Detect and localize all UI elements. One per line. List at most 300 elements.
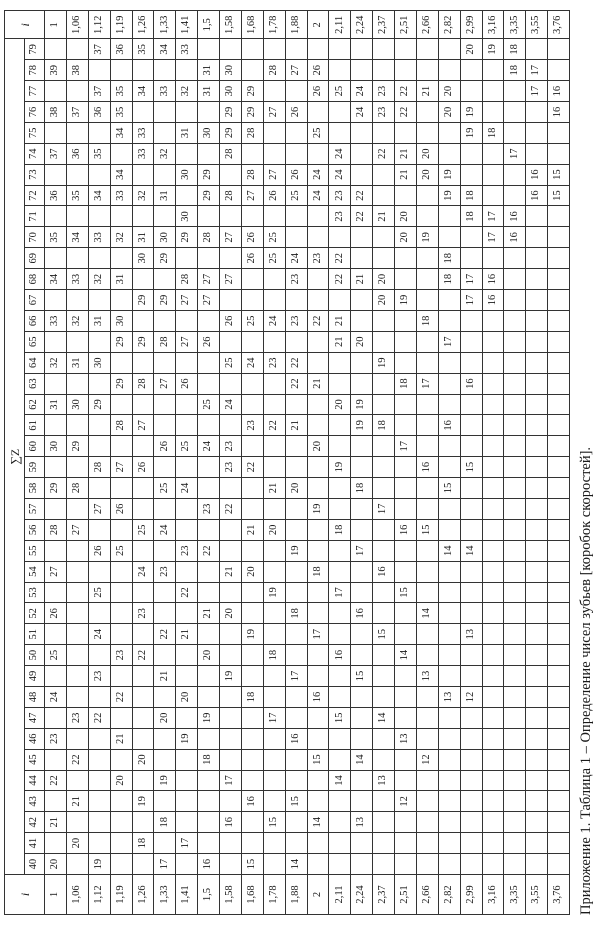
teeth-cell xyxy=(329,603,351,624)
sum-z-value-45: 45 xyxy=(25,749,45,770)
teeth-cell: 37 xyxy=(66,102,88,123)
teeth-cell xyxy=(176,352,198,373)
sum-z-value-52: 52 xyxy=(25,603,45,624)
teeth-cell: 26 xyxy=(88,540,110,561)
teeth-cell xyxy=(88,331,110,352)
teeth-cell: 17 xyxy=(220,770,242,791)
teeth-cell xyxy=(438,645,460,666)
teeth-cell: 24 xyxy=(329,143,351,164)
teeth-cell xyxy=(548,394,570,415)
teeth-cell: 20 xyxy=(351,331,373,352)
sum-z-value-41: 41 xyxy=(25,833,45,854)
teeth-cell xyxy=(395,352,417,373)
teeth-cell: 24 xyxy=(45,686,67,707)
teeth-cell: 19 xyxy=(351,394,373,415)
teeth-cell xyxy=(132,582,154,603)
teeth-cell xyxy=(395,498,417,519)
table-row xyxy=(373,11,395,915)
teeth-cell: 20 xyxy=(307,436,329,457)
teeth-cell: 19 xyxy=(132,791,154,812)
teeth-cell: 24 xyxy=(198,436,220,457)
teeth-cell: 16 xyxy=(482,290,504,311)
ratio-cell-right: 2,99 xyxy=(460,11,482,39)
teeth-cell xyxy=(110,666,132,687)
teeth-cell xyxy=(482,812,504,833)
teeth-cell xyxy=(66,603,88,624)
teeth-cell: 29 xyxy=(132,290,154,311)
teeth-cell xyxy=(460,227,482,248)
ratio-cell: 1,58 xyxy=(220,875,242,915)
teeth-cell: 19 xyxy=(176,728,198,749)
teeth-cell xyxy=(66,331,88,352)
teeth-cell: 31 xyxy=(176,122,198,143)
teeth-cell xyxy=(482,185,504,206)
teeth-cell xyxy=(482,666,504,687)
teeth-cell xyxy=(526,624,548,645)
teeth-cell: 31 xyxy=(45,394,67,415)
teeth-cell xyxy=(416,102,438,123)
teeth-cell: 29 xyxy=(66,436,88,457)
i-column-header-right: i xyxy=(5,11,45,39)
teeth-cell xyxy=(504,269,526,290)
ratio-cell-right: 2 xyxy=(307,11,329,39)
teeth-cell xyxy=(482,645,504,666)
teeth-cell: 24 xyxy=(351,102,373,123)
teeth-cell xyxy=(416,833,438,854)
teeth-cell xyxy=(154,686,176,707)
teeth-cell: 16 xyxy=(460,373,482,394)
teeth-cell xyxy=(460,498,482,519)
teeth-cell: 29 xyxy=(110,373,132,394)
teeth-cell: 14 xyxy=(329,770,351,791)
teeth-cell xyxy=(373,791,395,812)
teeth-cell xyxy=(132,624,154,645)
teeth-cell: 20 xyxy=(263,519,285,540)
teeth-cell: 30 xyxy=(154,227,176,248)
table-row xyxy=(351,11,373,915)
teeth-cell xyxy=(460,582,482,603)
teeth-cell xyxy=(438,812,460,833)
teeth-cell: 20 xyxy=(132,749,154,770)
teeth-cell xyxy=(504,540,526,561)
teeth-cell xyxy=(198,791,220,812)
teeth-cell xyxy=(307,854,329,875)
ratio-cell-right: 1,26 xyxy=(132,11,154,39)
teeth-cell: 26 xyxy=(241,227,263,248)
teeth-cell: 21 xyxy=(110,728,132,749)
teeth-cell xyxy=(395,749,417,770)
teeth-cell xyxy=(504,854,526,875)
teeth-cell xyxy=(482,373,504,394)
teeth-cell: 18 xyxy=(351,478,373,499)
sum-z-header: ∑Z xyxy=(5,39,25,875)
teeth-cell: 30 xyxy=(45,436,67,457)
teeth-cell xyxy=(438,666,460,687)
sum-z-value-69: 69 xyxy=(25,248,45,269)
teeth-cell: 27 xyxy=(132,415,154,436)
teeth-cell: 33 xyxy=(132,143,154,164)
teeth-cell: 29 xyxy=(241,102,263,123)
teeth-cell xyxy=(307,206,329,227)
sum-z-value-65: 65 xyxy=(25,331,45,352)
teeth-cell xyxy=(220,39,242,60)
teeth-cell xyxy=(176,603,198,624)
teeth-cell xyxy=(526,666,548,687)
teeth-cell xyxy=(285,582,307,603)
teeth-cell xyxy=(438,143,460,164)
teeth-cell: 19 xyxy=(416,227,438,248)
teeth-cell: 25 xyxy=(220,352,242,373)
teeth-cell: 17 xyxy=(154,854,176,875)
teeth-cell: 19 xyxy=(438,164,460,185)
teeth-cell xyxy=(504,749,526,770)
teeth-cell xyxy=(460,248,482,269)
teeth-cell xyxy=(220,749,242,770)
teeth-cell xyxy=(45,290,67,311)
teeth-cell xyxy=(438,498,460,519)
teeth-cell xyxy=(329,791,351,812)
teeth-cell xyxy=(241,373,263,394)
teeth-cell: 19 xyxy=(373,352,395,373)
teeth-cell xyxy=(66,122,88,143)
teeth-cell xyxy=(548,122,570,143)
teeth-cell xyxy=(329,478,351,499)
teeth-cell: 28 xyxy=(176,269,198,290)
teeth-cell: 33 xyxy=(154,81,176,102)
teeth-cell xyxy=(351,122,373,143)
teeth-cell xyxy=(307,457,329,478)
teeth-cell xyxy=(460,666,482,687)
teeth-cell xyxy=(395,415,417,436)
teeth-cell xyxy=(526,352,548,373)
ratio-cell-right: 3,55 xyxy=(526,11,548,39)
teeth-cell xyxy=(132,206,154,227)
teeth-cell: 21 xyxy=(45,812,67,833)
teeth-cell xyxy=(526,143,548,164)
table-row xyxy=(154,11,176,915)
teeth-cell xyxy=(154,394,176,415)
teeth-cell xyxy=(263,666,285,687)
teeth-cell xyxy=(460,394,482,415)
teeth-cell: 26 xyxy=(285,102,307,123)
ratio-cell: 2,99 xyxy=(460,875,482,915)
teeth-cell xyxy=(482,519,504,540)
ratio-cell: 1,78 xyxy=(263,875,285,915)
teeth-cell xyxy=(351,498,373,519)
teeth-cell xyxy=(351,686,373,707)
teeth-cell: 17 xyxy=(482,206,504,227)
teeth-cell: 21 xyxy=(416,81,438,102)
teeth-cell: 32 xyxy=(45,352,67,373)
teeth-cell xyxy=(154,269,176,290)
teeth-cell xyxy=(504,81,526,102)
teeth-cell: 24 xyxy=(285,248,307,269)
teeth-cell: 31 xyxy=(88,310,110,331)
teeth-cell xyxy=(438,39,460,60)
teeth-cell xyxy=(263,498,285,519)
teeth-cell xyxy=(66,81,88,102)
teeth-cell xyxy=(307,39,329,60)
teeth-cell: 26 xyxy=(110,498,132,519)
teeth-cell xyxy=(482,707,504,728)
teeth-cell xyxy=(504,290,526,311)
teeth-cell xyxy=(263,143,285,164)
teeth-cell: 30 xyxy=(66,394,88,415)
teeth-cell xyxy=(307,519,329,540)
teeth-cell xyxy=(88,833,110,854)
teeth-cell xyxy=(66,498,88,519)
teeth-cell xyxy=(88,728,110,749)
sum-z-value-57: 57 xyxy=(25,498,45,519)
teeth-cell xyxy=(220,791,242,812)
teeth-cell xyxy=(88,749,110,770)
teeth-cell xyxy=(263,770,285,791)
teeth-cell xyxy=(329,352,351,373)
teeth-cell xyxy=(373,227,395,248)
teeth-cell xyxy=(460,854,482,875)
teeth-cell: 19 xyxy=(88,854,110,875)
teeth-cell: 19 xyxy=(241,624,263,645)
teeth-cell: 30 xyxy=(132,248,154,269)
teeth-cell xyxy=(416,415,438,436)
teeth-cell xyxy=(220,540,242,561)
teeth-cell xyxy=(482,770,504,791)
table-row xyxy=(526,11,548,915)
teeth-cell: 27 xyxy=(66,519,88,540)
teeth-cell xyxy=(263,122,285,143)
teeth-cell: 16 xyxy=(504,227,526,248)
teeth-cell: 23 xyxy=(285,269,307,290)
teeth-cell xyxy=(285,394,307,415)
teeth-cell: 21 xyxy=(329,331,351,352)
ratio-cell: 1,26 xyxy=(132,875,154,915)
teeth-cell: 32 xyxy=(132,185,154,206)
table-row xyxy=(548,11,570,915)
teeth-cell: 28 xyxy=(241,164,263,185)
teeth-cell xyxy=(154,833,176,854)
ratio-cell-right: 1,78 xyxy=(263,11,285,39)
teeth-cell xyxy=(176,394,198,415)
teeth-cell xyxy=(154,164,176,185)
teeth-cell: 24 xyxy=(88,624,110,645)
teeth-cell xyxy=(460,143,482,164)
teeth-cell xyxy=(307,833,329,854)
teeth-cell: 16 xyxy=(285,728,307,749)
teeth-cell xyxy=(460,164,482,185)
teeth-cell: 33 xyxy=(45,310,67,331)
teeth-cell xyxy=(526,415,548,436)
teeth-cell: 18 xyxy=(438,248,460,269)
teeth-cell: 25 xyxy=(329,81,351,102)
teeth-cell: 21 xyxy=(66,791,88,812)
teeth-cell xyxy=(526,206,548,227)
teeth-cell: 22 xyxy=(307,310,329,331)
teeth-cell: 17 xyxy=(329,582,351,603)
teeth-cell xyxy=(351,561,373,582)
ratio-cell-right: 1,41 xyxy=(176,11,198,39)
table-row xyxy=(285,11,307,915)
teeth-cell: 15 xyxy=(395,582,417,603)
teeth-cell xyxy=(504,645,526,666)
ratio-cell: 3,16 xyxy=(482,875,504,915)
teeth-cell xyxy=(526,686,548,707)
teeth-cell: 27 xyxy=(110,457,132,478)
teeth-cell xyxy=(285,624,307,645)
teeth-cell: 23 xyxy=(220,436,242,457)
teeth-cell: 18 xyxy=(395,373,417,394)
teeth-cell xyxy=(548,206,570,227)
teeth-cell xyxy=(285,749,307,770)
teeth-cell xyxy=(263,603,285,624)
teeth-cell: 22 xyxy=(220,498,242,519)
teeth-cell: 21 xyxy=(329,310,351,331)
teeth-cell xyxy=(154,352,176,373)
teeth-cell xyxy=(351,310,373,331)
teeth-cell xyxy=(438,436,460,457)
teeth-cell xyxy=(329,666,351,687)
teeth-cell xyxy=(66,415,88,436)
teeth-cell xyxy=(416,269,438,290)
teeth-cell: 15 xyxy=(548,185,570,206)
teeth-cell xyxy=(482,478,504,499)
teeth-cell xyxy=(395,60,417,81)
teeth-cell xyxy=(416,122,438,143)
ratio-cell: 1,5 xyxy=(198,875,220,915)
teeth-cell xyxy=(220,164,242,185)
teeth-cell xyxy=(241,436,263,457)
teeth-cell xyxy=(88,645,110,666)
teeth-cell xyxy=(351,645,373,666)
teeth-cell xyxy=(351,290,373,311)
teeth-cell xyxy=(263,436,285,457)
sum-z-value-76: 76 xyxy=(25,102,45,123)
teeth-cell: 14 xyxy=(395,645,417,666)
sum-z-value-58: 58 xyxy=(25,478,45,499)
table-row xyxy=(45,11,67,915)
teeth-cell xyxy=(504,582,526,603)
teeth-cell xyxy=(460,728,482,749)
teeth-cell xyxy=(526,227,548,248)
ratio-cell-right: 2,51 xyxy=(395,11,417,39)
teeth-cell: 18 xyxy=(154,812,176,833)
teeth-cell: 19 xyxy=(395,290,417,311)
teeth-cell: 15 xyxy=(548,164,570,185)
table-row xyxy=(504,11,526,915)
teeth-cell: 32 xyxy=(66,310,88,331)
teeth-cell xyxy=(45,707,67,728)
teeth-cell: 19 xyxy=(154,770,176,791)
teeth-cell: 24 xyxy=(241,352,263,373)
teeth-cell: 25 xyxy=(176,436,198,457)
teeth-cell: 27 xyxy=(154,373,176,394)
teeth-cell: 32 xyxy=(88,269,110,290)
teeth-cell: 17 xyxy=(526,81,548,102)
teeth-cell: 33 xyxy=(88,227,110,248)
teeth-cell xyxy=(373,582,395,603)
teeth-cell: 27 xyxy=(263,164,285,185)
teeth-cell xyxy=(285,686,307,707)
teeth-cell: 24 xyxy=(263,310,285,331)
teeth-cell xyxy=(548,519,570,540)
teeth-cell xyxy=(482,833,504,854)
teeth-cell xyxy=(285,707,307,728)
teeth-cell xyxy=(307,478,329,499)
teeth-cell: 18 xyxy=(198,749,220,770)
teeth-cell xyxy=(482,540,504,561)
teeth-cell xyxy=(220,728,242,749)
sum-z-value-75: 75 xyxy=(25,122,45,143)
teeth-cell xyxy=(526,770,548,791)
teeth-cell: 20 xyxy=(66,833,88,854)
sum-z-value-72: 72 xyxy=(25,185,45,206)
teeth-cell: 20 xyxy=(285,478,307,499)
ratio-cell-right: 2,82 xyxy=(438,11,460,39)
ratio-cell: 1,33 xyxy=(154,875,176,915)
teeth-cell: 15 xyxy=(373,624,395,645)
teeth-cell xyxy=(263,290,285,311)
teeth-cell xyxy=(504,457,526,478)
teeth-cell xyxy=(220,248,242,269)
teeth-cell: 29 xyxy=(154,248,176,269)
teeth-cell xyxy=(132,394,154,415)
teeth-cell xyxy=(482,310,504,331)
ratio-cell-right: 1,58 xyxy=(220,11,242,39)
teeth-cell: 21 xyxy=(307,373,329,394)
ratio-cell: 1,06 xyxy=(66,875,88,915)
teeth-cell: 28 xyxy=(88,457,110,478)
teeth-cell xyxy=(526,373,548,394)
teeth-cell: 14 xyxy=(307,812,329,833)
teeth-cell xyxy=(154,206,176,227)
teeth-cell: 25 xyxy=(88,582,110,603)
teeth-cell xyxy=(263,81,285,102)
teeth-cell xyxy=(241,707,263,728)
teeth-cell xyxy=(526,854,548,875)
teeth-cell xyxy=(416,185,438,206)
teeth-cell xyxy=(198,812,220,833)
teeth-cell xyxy=(460,707,482,728)
teeth-cell xyxy=(132,498,154,519)
teeth-cell xyxy=(88,373,110,394)
ratio-cell: 3,35 xyxy=(504,875,526,915)
teeth-cell xyxy=(66,290,88,311)
sum-z-value-43: 43 xyxy=(25,791,45,812)
teeth-cell xyxy=(460,749,482,770)
teeth-cell xyxy=(395,686,417,707)
teeth-cell xyxy=(526,582,548,603)
teeth-cell xyxy=(285,498,307,519)
teeth-cell xyxy=(482,854,504,875)
teeth-cell xyxy=(241,60,263,81)
teeth-cell xyxy=(526,540,548,561)
ratio-cell: 3,76 xyxy=(548,875,570,915)
teeth-cell xyxy=(45,749,67,770)
teeth-cell xyxy=(88,248,110,269)
teeth-cell xyxy=(241,749,263,770)
teeth-cell xyxy=(198,39,220,60)
teeth-cell xyxy=(482,791,504,812)
teeth-cell xyxy=(526,519,548,540)
table-row xyxy=(176,11,198,915)
teeth-cell: 16 xyxy=(395,519,417,540)
teeth-cell: 22 xyxy=(66,749,88,770)
teeth-cell: 21 xyxy=(198,603,220,624)
teeth-cell xyxy=(132,164,154,185)
teeth-cell: 28 xyxy=(66,478,88,499)
sum-z-value-55: 55 xyxy=(25,540,45,561)
teeth-cell: 13 xyxy=(460,624,482,645)
teeth-cell xyxy=(176,248,198,269)
